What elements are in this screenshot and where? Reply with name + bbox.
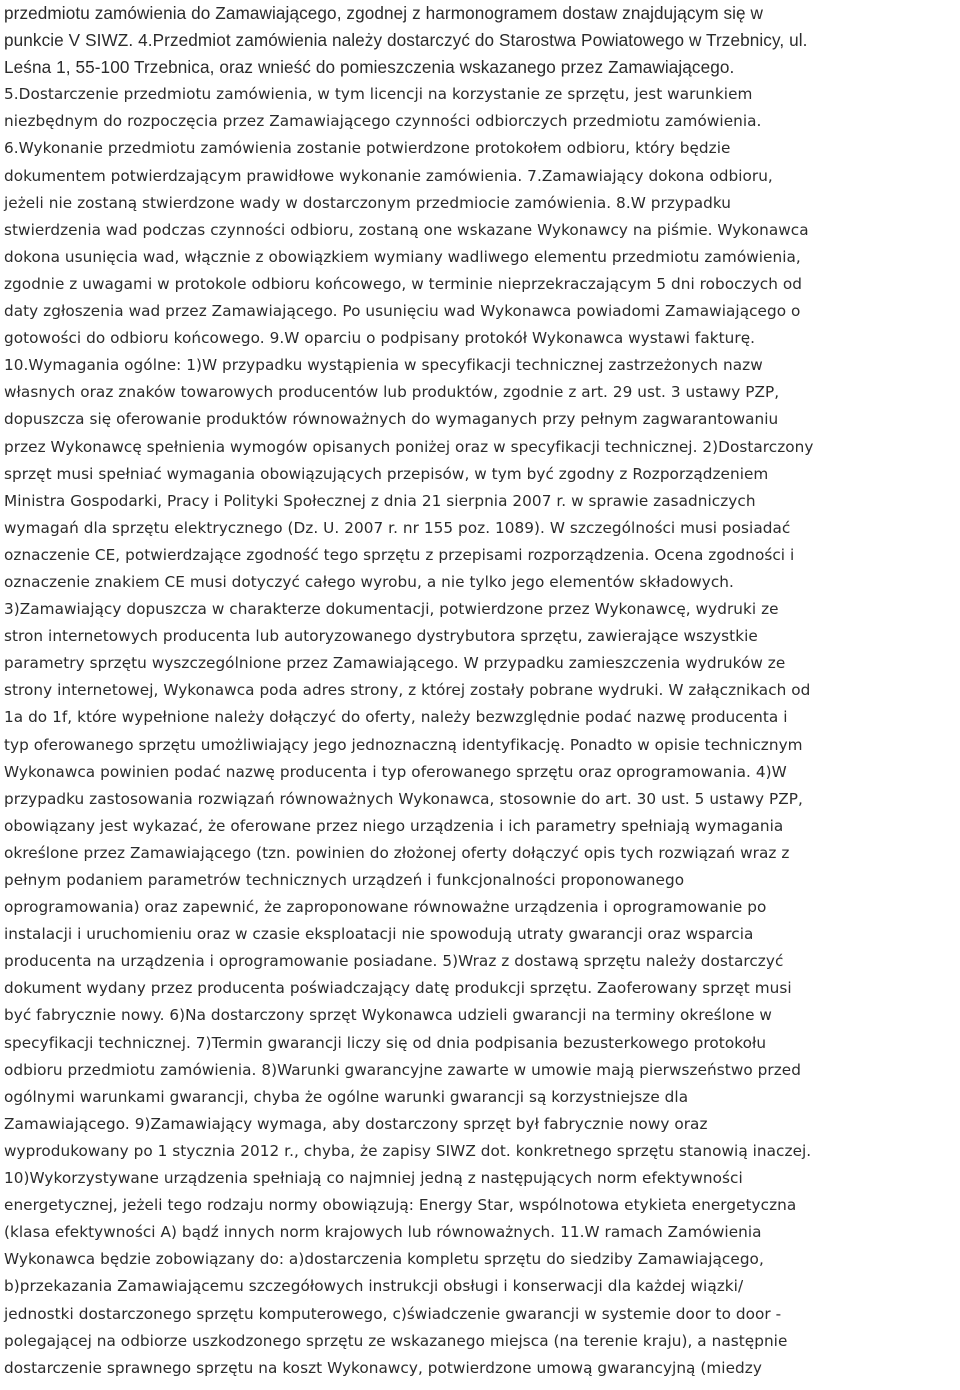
- text-line: być fabrycznie nowy. 6)Na dostarczony sprzęt Wykonawca udzieli gwarancji na terminy określone w: [4, 1006, 772, 1025]
- text-line: instalacji i uruchomieniu oraz w czasie eksploatacji nie spowodują utraty gwarancji oraz wsparcia: [4, 925, 754, 944]
- text-line: zgodnie z uwagami w protokole odbioru końcowego, w terminie nieprzekraczającym 5 dni roboczych od: [4, 274, 802, 293]
- text-line: wyprodukowany po 1 stycznia 2012 r., chyba, że zapisy SIWZ dot. konkretnego sprzętu stanowią inaczej.: [4, 1141, 812, 1160]
- text-line: 6.Wykonanie przedmiotu zamówienia zostanie potwierdzone protokołem odbioru, który będzie: [4, 139, 731, 158]
- text-line: przez Wykonawcę spełnienia wymogów opisanych poniżej oraz w specyfikacji technicznej. 2)Dostarczony: [4, 437, 814, 456]
- text-line: Leśna 1, 55-100 Trzebnica, oraz wnieść do pomieszczenia wskazanego przez Zamawiającego.: [4, 57, 735, 78]
- text-line: dopuszcza się oferowanie produktów równoważnych do wymaganych przy pełnym zagwarantowaniu: [4, 410, 779, 429]
- text-line: dokumentem potwierdzającym prawidłowe wykonanie zamówienia. 7.Zamawiający dokona odbioru,: [4, 166, 773, 185]
- document-page: [4, 0, 956, 1382]
- text-line: 3)Zamawiający dopuszcza w charakterze dokumentacji, potwierdzone przez Wykonawcę, wydruki ze: [4, 600, 779, 619]
- text-line: Zamawiającego. 9)Zamawiający wymaga, aby dostarczony sprzęt był fabrycznie nowy oraz: [4, 1114, 708, 1133]
- text-line: ogólnymi warunkami gwarancji, chyba że ogólne warunki gwarancji są korzystniejsze dla: [4, 1087, 689, 1106]
- text-line: wymagań dla sprzętu elektrycznego (Dz. U. 2007 r. nr 155 poz. 1089). W szczególności musi posiadać: [4, 518, 791, 537]
- text-line: specyfikacji technicznej. 7)Termin gwarancji liczy się od dnia podpisania bezusterkowego protokołu: [4, 1033, 767, 1052]
- text-line: energetycznej, jeżeli tego rodzaju normy obowiązują: Energy Star, wspólnotowa etykieta energetyczna: [4, 1196, 797, 1215]
- text-line: jeżeli nie zostaną stwierdzone wady w dostarczonym przedmiocie zamówienia. 8.W przypadku: [4, 193, 732, 212]
- text-line: sprzęt musi spełniać wymagania obowiązujących przepisów, w tym być zgodny z Rozporządzeniem: [4, 464, 769, 483]
- text-line: jednostki dostarczonego sprzętu komputerowego, c)świadczenie gwarancji w systemie door to door -: [4, 1304, 782, 1323]
- text-line: b)przekazania Zamawiającemu szczegółowych instrukcji obsługi i konserwacji dla każdej wiązki/: [4, 1277, 744, 1296]
- text-line: dokument wydany przez producenta poświadczający datę produkcji sprzętu. Zaoferowany sprzęt musi: [4, 979, 792, 998]
- text-line: dostarczenie sprawnego sprzętu na koszt Wykonawcy, potwierdzone umową gwarancyjną (miedzy: [4, 1358, 762, 1377]
- text-line: przedmiotu zamówienia do Zamawiającego, zgodnej z harmonogramem dostaw znajdującym się w: [4, 3, 764, 23]
- text-line: oznaczenie znakiem CE musi dotyczyć całego wyrobu, a nie tylko jego elementów składowych.: [4, 572, 734, 591]
- text-line: 1a do 1f, które wypełnione należy dołączyć do oferty, należy bezwzględnie podać nazwę producenta i: [4, 708, 788, 727]
- text-line: stron internetowych producenta lub autoryzowanego dystrybutora sprzętu, zawierające wszystkie: [4, 627, 758, 646]
- text-line: (klasa efektywności A) bądź innych norm krajowych lub równoważnych. 11.W ramach Zamówienia: [4, 1223, 762, 1242]
- text-line: dokona usunięcia wad, włącznie z obowiązkiem wymiany wadliwego elementu przedmiotu zamówienia,: [4, 247, 801, 266]
- text-line: Wykonawca będzie zobowiązany do: a)dostarczenia kompletu sprzętu do siedziby Zamawiającego,: [4, 1250, 764, 1269]
- text-line: parametry sprzętu wyszczególnione przez Zamawiającego. W przypadku zamieszczenia wydruków ze: [4, 654, 786, 673]
- text-line: przypadku zastosowania rozwiązań równoważnych Wykonawca, stosownie do art. 30 ust. 5 ustawy PZP,: [4, 789, 803, 808]
- text-line: typ oferowanego sprzętu umożliwiający jego jednoznaczną identyfikację. Ponadto w opisie technicznym: [4, 735, 803, 754]
- text-line: 10.Wymagania ogólne: 1)W przypadku wystąpienia w specyfikacji technicznej zastrzeżonych nazw: [4, 356, 763, 375]
- text-line: oznaczenie CE, potwierdzające zgodność tego sprzętu z przepisami rozporządzenia. Ocena zgodności i: [4, 545, 795, 564]
- text-line: Ministra Gospodarki, Pracy i Polityki Społecznej z dnia 21 sierpnia 2007 r. w sprawie zasadniczych: [4, 491, 756, 510]
- text-line: oprogramowania) oraz zapewnić, że zaproponowane równoważne urządzenia i oprogramowanie po: [4, 898, 767, 917]
- text-line: 10)Wykorzystywane urządzenia spełniają co najmniej jedną z następujących norm efektywności: [4, 1169, 743, 1188]
- text-line: własnych oraz znaków towarowych producentów lub produktów, zgodnie z art. 29 ust. 3 ustawy PZP,: [4, 383, 780, 402]
- text-line: gotowości do odbioru końcowego. 9.W oparciu o podpisany protokół Wykonawca wystawi fakturę.: [4, 329, 756, 348]
- text-line: określone przez Zamawiającego (tzn. powinien do złożonej oferty dołączyć opis tych rozwiązań wraz z: [4, 843, 790, 862]
- text-line: polegającej na odbiorze uszkodzonego sprzętu ze wskazanego miejsca (na terenie kraju), a następnie: [4, 1331, 788, 1350]
- text-line: niezbędnym do rozpoczęcia przez Zamawiającego czynności odbiorczych przedmiotu zamówienia.: [4, 112, 762, 131]
- text-line: producenta na urządzenia i oprogramowanie posiadane. 5)Wraz z dostawą sprzętu należy dostarczyć: [4, 952, 784, 971]
- text-line: odbioru przedmiotu zamówienia. 8)Warunki gwarancyjne zawarte w umowie mają pierwszeństwo przed: [4, 1060, 801, 1079]
- text-line: daty zgłoszenia wad przez Zamawiającego. Po usunięciu wad Wykonawca powiadomi Zamawiającego o: [4, 302, 801, 321]
- text-line: pełnym podaniem parametrów technicznych urządzeń i funkcjonalności proponowanego: [4, 871, 685, 889]
- text-line: 5.Dostarczenie przedmiotu zamówienia, w tym licencji na korzystanie ze sprzętu, jest warunkiem: [4, 85, 753, 104]
- text-line: obowiązany jest wykazać, że oferowane przez niego urządzenia i ich parametry spełniają wymagania: [4, 816, 784, 835]
- text-line: Wykonawca powinien podać nazwę producenta i typ oferowanego sprzętu oraz oprogramowania. 4)W: [4, 762, 787, 781]
- text-line: stwierdzenia wad podczas czynności odbioru, zostaną one wskazane Wykonawcy na piśmie. Wykonawca: [4, 220, 809, 239]
- text-line: punkcie V SIWZ. 4.Przedmiot zamówienia należy dostarczyć do Starostwa Powiatowego w Trzebnicy, ul.: [4, 30, 808, 51]
- text-line: strony internetowej, Wykonawca poda adres strony, z której zostały pobrane wydruki. W załącznikach od: [4, 681, 811, 700]
